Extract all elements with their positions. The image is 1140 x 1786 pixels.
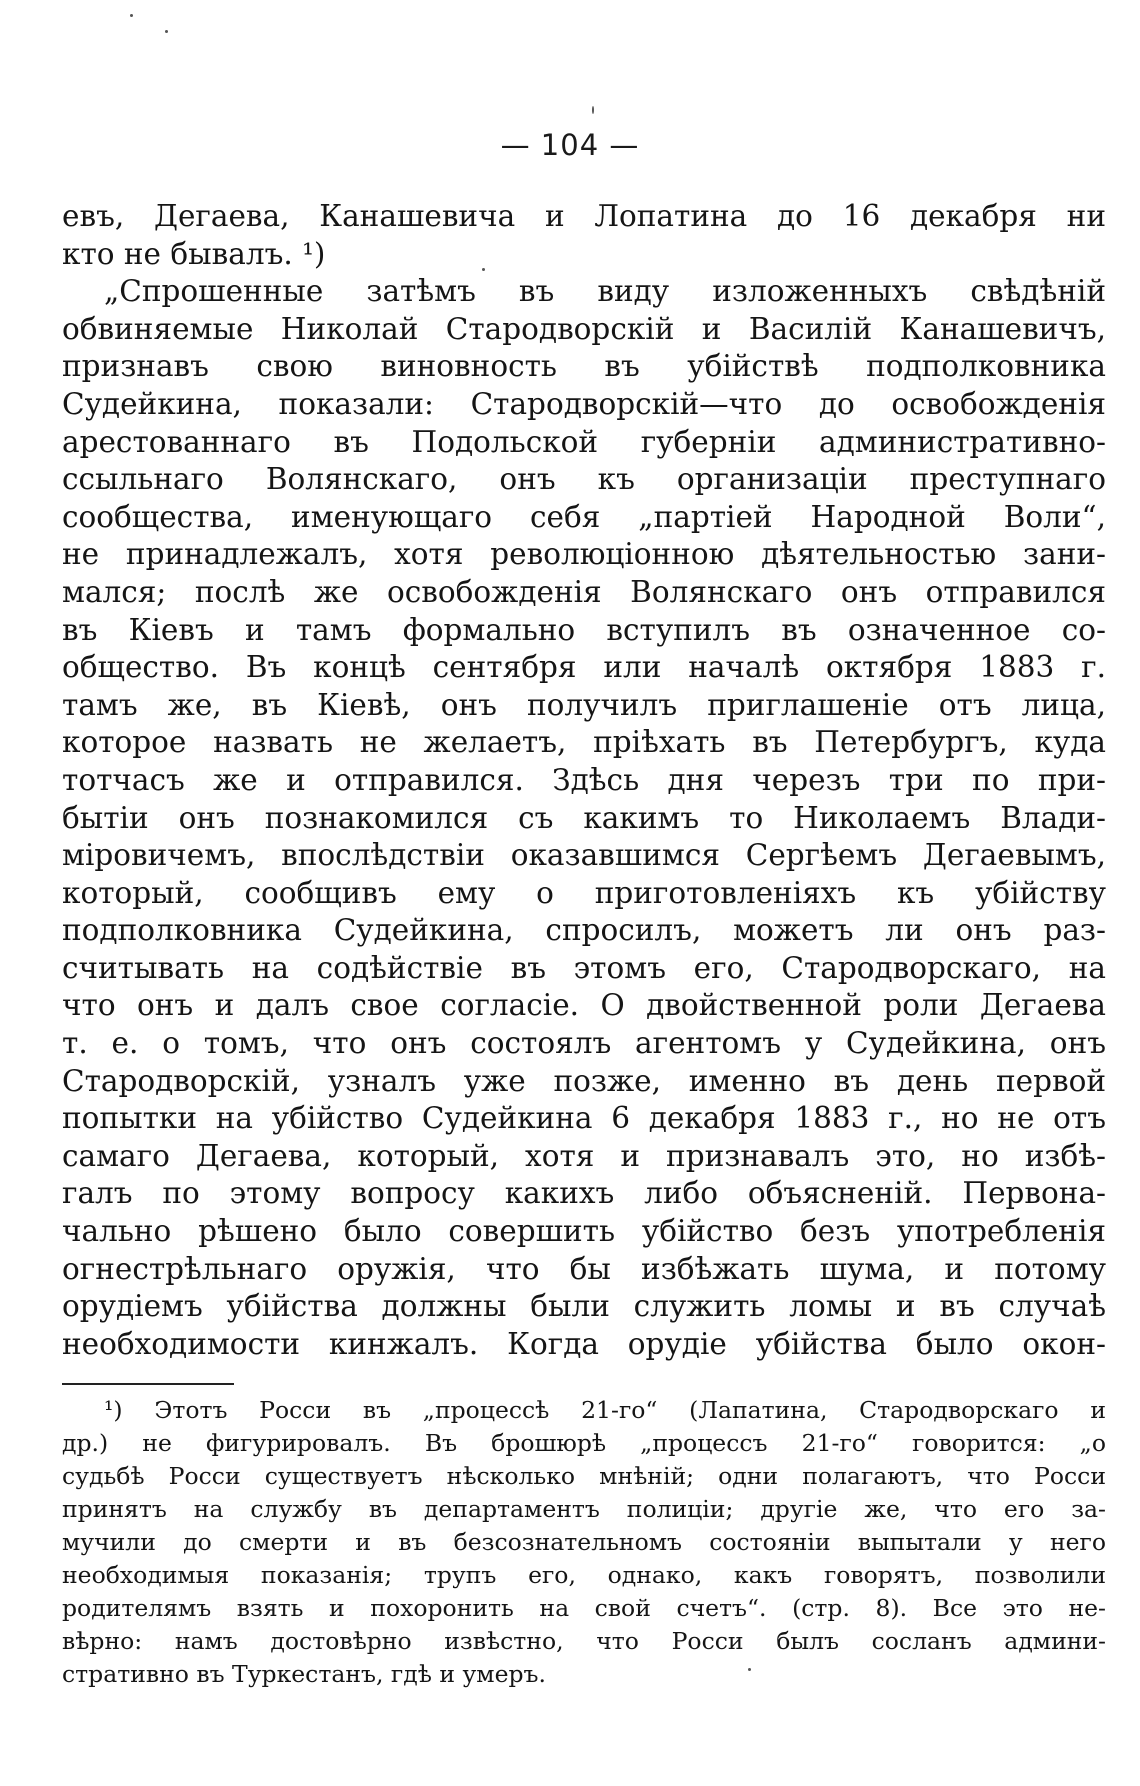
text-line: орудіемъ убійства должны были служить ломы и въ случаѣ	[62, 1289, 1106, 1324]
text-line: необходимости кинжалъ. Когда орудіе убійства было окон-	[62, 1326, 1106, 1361]
footnote-line: мучили до смерти и въ безсознательномъ состояніи выпытали у него	[62, 1528, 1106, 1556]
text-line: тотчасъ же и отправился. Здѣсь дня черезъ три по при-	[62, 762, 1106, 797]
paper-speck	[165, 30, 168, 33]
text-line: подполковника Судейкина, спросилъ, можетъ ли онъ раз-	[62, 913, 1106, 948]
text-line: ссыльнаго Волянскаго, онъ къ организаціи преступнаго	[62, 462, 1106, 497]
text-line: въ Кіевъ и тамъ формально вступилъ въ означенное со-	[62, 612, 1106, 647]
text-line: чально рѣшено было совершить убійство безъ употребленія	[62, 1214, 1106, 1249]
footnote-line: судьбѣ Росси существуетъ нѣсколько мнѣній; одни полагаютъ, что Росси	[62, 1462, 1106, 1490]
paper-speck	[482, 268, 485, 271]
text-line: считывать на содѣйствіе въ этомъ его, Стародворскаго, на	[62, 950, 1106, 985]
footnote-divider	[62, 1383, 234, 1385]
footnote-line: др.) не фигурировалъ. Въ брошюрѣ „процессъ 21-го“ говорится: „о	[62, 1429, 1106, 1457]
text-line: не принадлежалъ, хотя революціонною дѣятельностью зани-	[62, 537, 1106, 572]
text-line: арестованнаго въ Подольской губерніи административно-	[62, 424, 1106, 459]
text-line: попытки на убійство Судейкина 6 декабря 1883 г., но не отъ	[62, 1101, 1106, 1136]
text-line: галъ по этому вопросу какихъ либо объясненій. Первона-	[62, 1176, 1106, 1211]
text-line: огнестрѣльнаго оружія, что бы избѣжать шума, и потому	[62, 1251, 1106, 1286]
text-line: бытіи онъ познакомился съ какимъ то Николаемъ Влади-	[62, 800, 1106, 835]
footnote	[62, 1394, 1106, 1691]
text-line: признавъ свою виновность въ убійствѣ подполковника	[62, 349, 1106, 384]
text-line: обвиняемые Николай Стародворскій и Василій Канашевичъ,	[62, 311, 1106, 346]
text-line: сообщества, именующаго себя „партіей Народной Воли“,	[62, 499, 1106, 534]
text-line: которое назвать не желаетъ, пріѣхать въ Петербургъ, куда	[62, 725, 1106, 760]
footnote-line: принятъ на службу въ департаментъ полиціи; другіе же, что его за-	[62, 1495, 1106, 1523]
text-line: который, сообщивъ ему о приготовленіяхъ къ убійству	[62, 875, 1106, 910]
paper-speck	[130, 14, 133, 17]
text-line: кто не бывалъ. ¹)	[62, 236, 326, 271]
page-number: — 104 —	[500, 128, 640, 162]
footnote-line: стративно въ Туркестанъ, гдѣ и умеръ.	[62, 1660, 546, 1688]
text-line: т. е. о томъ, что онъ состоялъ агентомъ у Судейкина, онъ	[62, 1026, 1106, 1061]
text-line: тамъ же, въ Кіевѣ, онъ получилъ приглашеніе отъ лица,	[62, 687, 1106, 722]
main-text	[62, 198, 1106, 1363]
footnote-line: родителямъ взять и похоронить на свой счетъ“. (стр. 8). Все это не-	[62, 1594, 1106, 1622]
text-line: мался; послѣ же освобожденія Волянскаго онъ отправился	[62, 574, 1106, 609]
footnote-line: необходимыя показанія; трупъ его, однако, какъ говорятъ, позволили	[62, 1561, 1106, 1589]
text-line: Стародворскій, узналъ уже позже, именно въ день первой	[62, 1063, 1106, 1098]
text-line: Судейкина, показали: Стародворскій—что до освобожденія	[62, 386, 1106, 421]
footnote-line: ¹) Этотъ Росси въ „процессѣ 21-го“ (Лапатина, Стародворскаго и	[104, 1396, 1106, 1424]
text-line: „Спрошенные затѣмъ въ виду изложенныхъ свѣдѣній	[104, 274, 1106, 309]
text-line: міровичемъ, впослѣдствіи оказавшимся Сергѣемъ Дегаевымъ,	[62, 838, 1106, 873]
paper-speck	[748, 1668, 751, 1671]
text-line: общество. Въ концѣ сентября или началѣ октября 1883 г.	[62, 650, 1106, 685]
text-line: евъ, Дегаева, Канашевича и Лопатина до 16 декабря ни	[62, 199, 1106, 233]
text-line: что онъ и далъ свое согласіе. О двойственной роли Дегаева	[62, 988, 1106, 1023]
footnote-line: вѣрно: намъ достовѣрно извѣстно, что Росси былъ сосланъ админи-	[62, 1627, 1106, 1655]
paper-speck	[592, 106, 594, 114]
text-line: самаго Дегаева, который, хотя и признавалъ это, но избѣ-	[62, 1138, 1106, 1173]
